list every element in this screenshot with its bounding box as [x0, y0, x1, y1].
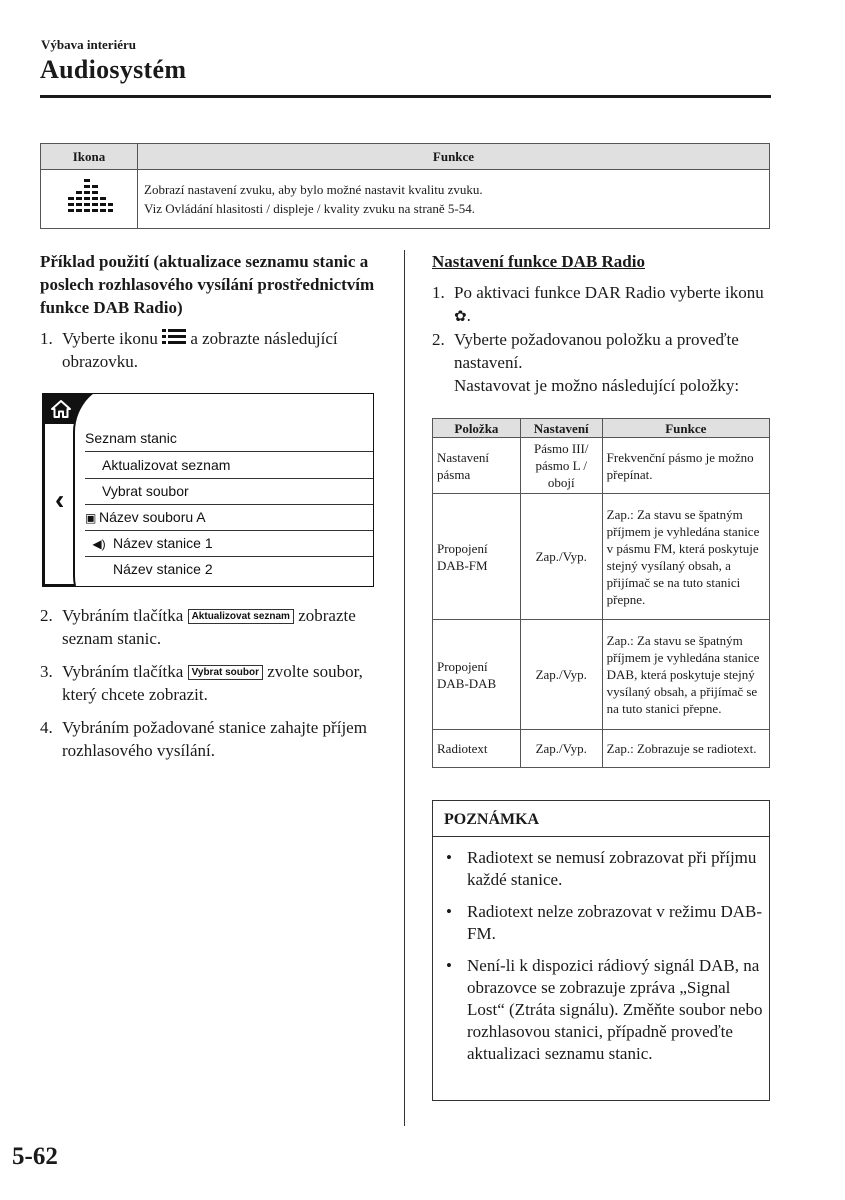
list-item[interactable]: Vybrat soubor	[85, 478, 374, 505]
page-number: 5-62	[12, 1143, 58, 1170]
column-divider	[404, 250, 405, 1126]
dab-settings-heading: Nastavení funkce DAB Radio	[432, 252, 645, 271]
table-row: Propojení DAB-DAB Zap./Vyp. Zap.: Za stavu se špatným příjmem je vyhledána stanice DAB, která poskytuje stejný vysílaný obsah, a přijímač se na tuto stanici přepne.	[433, 620, 770, 730]
list-item[interactable]: Seznam stanic	[85, 425, 374, 452]
steps-list-a	[40, 327, 390, 373]
table-header-function: Funkce	[602, 419, 769, 438]
dab-options-table	[432, 418, 770, 768]
table-row	[41, 170, 770, 229]
step-4: 4. Vybráním požadované stanice zahajte příjem rozhlasového vysílání.	[40, 718, 367, 760]
list-item[interactable]: Název stanice 2	[113, 561, 213, 577]
table-cell-description	[138, 170, 770, 229]
right-column	[432, 250, 772, 397]
screen-body	[45, 424, 370, 584]
step-2: 2. Vyberte požadovanou položku a proveďte nastavení. Nastavovat je možno následující položky:	[432, 330, 740, 395]
gear-icon: ✿	[454, 307, 467, 325]
title-divider	[40, 95, 771, 98]
steps-list-b	[40, 604, 390, 762]
list-item: • Není-li k dispozici rádiový signál DAB, na obrazovce se zobrazuje zpráva „Signal Lost“ (Ztráta signálu). Změňte soubor nebo rozhlasovou stanici, případně proveďte aktualizaci seznamu stanic.	[444, 955, 764, 1065]
example-title: Příklad použití (aktualizace seznamu stanic a poslech rozhlasového vysílání prostřednictvím funkce DAB Radio)	[40, 252, 375, 317]
note-title: POZNÁMKA	[433, 801, 769, 837]
description-line-1: Zobrazí nastavení zvuku, aby bylo možné nastavit kvalitu zvuku.	[144, 182, 483, 197]
list-item[interactable]: ◀) Název stanice 1	[85, 530, 374, 557]
section-label: Výbava interiéru	[41, 37, 136, 52]
step-1: 1. Vyberte ikonu a zobrazte následující obrazovku.	[40, 329, 338, 371]
page-title: Audiosystém	[40, 55, 187, 84]
list-item: • Radiotext se nemusí zobrazovat při příjmu každé stanice.	[444, 847, 764, 891]
update-list-button-label: Aktualizovat seznam	[188, 609, 294, 624]
note-box	[432, 800, 770, 1101]
left-column-steps	[40, 604, 390, 762]
table-row: Propojení DAB-FM Zap./Vyp. Zap.: Za stavu se špatným příjmem je vyhledána stanice v pásmu FM, která poskytuje stejný vysílaný obsah, a přijímač se na tuto stanici přepne.	[433, 494, 770, 620]
home-icon[interactable]	[51, 400, 71, 418]
table-header-setting: Nastavení	[520, 419, 602, 438]
table-row: Nastavení pásma Pásmo III/ pásmo L / obojí Frekvenční pásmo je možno přepínat.	[433, 438, 770, 494]
note-bullets	[444, 847, 764, 1075]
list-menu-icon	[162, 329, 186, 345]
select-file-button-label: Vybrat soubor	[188, 665, 263, 680]
list-item[interactable]: ▣ Název souboru A	[85, 504, 374, 531]
table-header-function: Funkce	[138, 144, 770, 170]
left-column	[40, 250, 390, 373]
step-3: 3. Vybráním tlačítka Vybrat soubor zvolte soubor, který chcete zobrazit.	[40, 662, 363, 704]
equalizer-icon	[64, 175, 114, 219]
speaker-icon: ◀)	[92, 537, 106, 551]
back-arrow-icon[interactable]: ‹	[55, 484, 65, 515]
table-header-item: Položka	[433, 419, 521, 438]
description-line-2: Viz Ovládání hlasitosti / displeje / kvality zvuku na straně 5-54.	[144, 201, 476, 216]
dab-settings-steps	[432, 281, 772, 397]
step-1: 1. Po aktivaci funkce DAR Radio vyberte ikonu ✿.	[432, 281, 772, 328]
file-icon: ▣	[85, 511, 97, 525]
icon-function-table	[40, 143, 770, 229]
step-2: 2. Vybráním tlačítka Aktualizovat seznam zobrazte seznam stanic.	[40, 606, 356, 648]
list-item[interactable]: Aktualizovat seznam	[85, 452, 374, 479]
list-item: • Radiotext nelze zobrazovat v režimu DAB-FM.	[444, 901, 764, 945]
table-header-icon: Ikona	[41, 144, 138, 170]
table-row: Radiotext Zap./Vyp. Zap.: Zobrazuje se radiotext.	[433, 730, 770, 768]
dab-radio-screen	[42, 393, 374, 587]
table-cell-icon	[41, 170, 138, 229]
